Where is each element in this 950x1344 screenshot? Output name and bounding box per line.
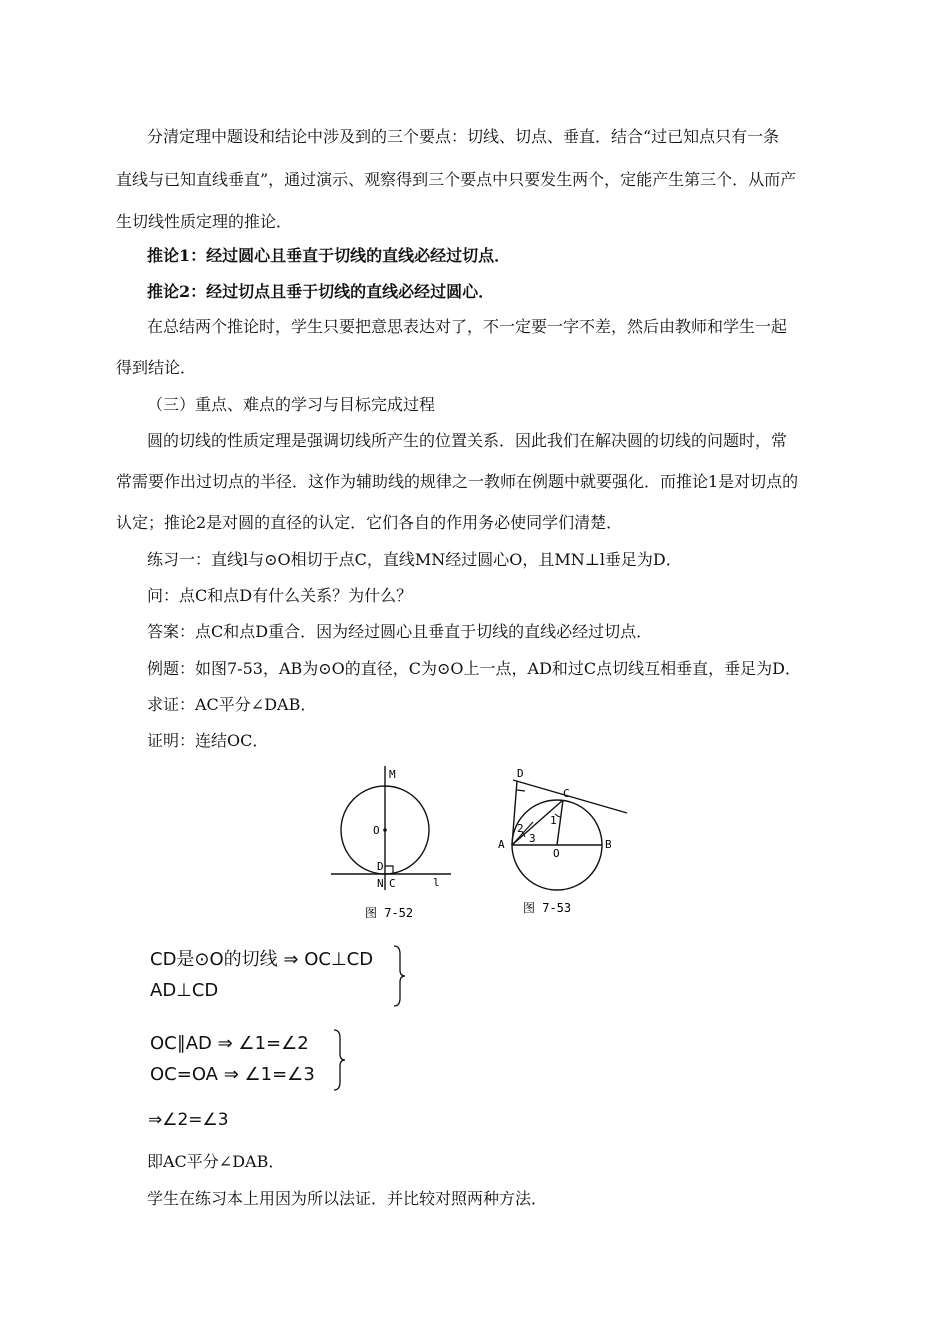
math-line-3: OC∥AD ⇒ ∠1=∠2	[150, 1033, 309, 1054]
right-brace-icon	[392, 944, 406, 1008]
fig53-label-O: O	[553, 847, 560, 860]
fig52-label-D: D	[377, 860, 384, 873]
fig53-label-1: 1	[550, 814, 557, 827]
paragraph-1-line-1: 分清定理中题设和结论中涉及到的三个要点：切线、切点、垂直．结合“过已知点只有一条	[147, 127, 780, 146]
paragraph-1-line-3: 生切线性质定理的推论．	[116, 212, 293, 231]
prove-statement: 求证：AC平分∠DAB．	[147, 695, 317, 714]
fig53-caption: 图 7-53	[523, 901, 572, 915]
math-line-2: AD⊥CD	[150, 980, 219, 1001]
example-statement: 例题：如图7-53，AB为⊙O的直径，C为⊙O上一点，AD和过C点切线互相垂直，垂足为D．	[147, 659, 802, 678]
fig53-label-3: 3	[529, 832, 536, 845]
math-line-5: ⇒∠2=∠3	[148, 1110, 229, 1130]
exercise-1: 练习一：直线l与⊙O相切于点C，直线MN经过圆心O，且MN⊥l垂足为D．	[147, 550, 682, 569]
paragraph-3-line-3: 认定；推论2是对圆的直径的认定．它们各自的作用务必使同学们清楚．	[116, 513, 623, 532]
question-1: 问：点C和点D有什么关系？为什么？	[147, 586, 413, 605]
fig52-label-N: N	[377, 877, 384, 890]
corollary-1: 推论1：经过圆心且垂直于切线的直线必经过切点．	[147, 246, 511, 265]
proof-start: 证明：连结OC．	[147, 731, 269, 750]
fig52-caption: 图 7-52	[365, 906, 414, 920]
figure-7-52	[325, 762, 455, 922]
paragraph-1-line-2: 直线与已知直线垂直”，通过演示、观察得到三个要点中只要发生两个，定能产生第三个．从而产	[116, 170, 797, 189]
closing-remark: 学生在练习本上用因为所以法证．并比较对照两种方法．	[147, 1189, 548, 1208]
paragraph-3-line-1: 圆的切线的性质定理是强调切线所产生的位置关系．因此我们在解决圆的切线的问题时，常	[147, 431, 788, 450]
paragraph-2-line-1: 在总结两个推论时，学生只要把意思表达对了，不一定要一字不差，然后由教师和学生一起	[147, 317, 788, 336]
fig52-label-O: O	[373, 824, 380, 837]
fig53-label-A: A	[498, 838, 505, 851]
section-heading-3: （三）重点、难点的学习与目标完成过程	[147, 395, 436, 414]
conclusion: 即AC平分∠DAB．	[147, 1152, 285, 1171]
corollary-2: 推论2：经过切点且垂于切线的直线必经过圆心．	[147, 282, 495, 301]
fig52-label-C: C	[389, 877, 396, 890]
math-line-4: OC=OA ⇒ ∠1=∠3	[150, 1064, 315, 1085]
paragraph-3-line-2: 常需要作出过切点的半径．这作为辅助线的规律之一教师在例题中就要强化．而推论1是对切点的	[116, 472, 799, 491]
math-line-1: CD是⊙O的切线 ⇒ OC⊥CD	[150, 949, 374, 970]
right-brace-icon	[332, 1028, 346, 1092]
fig53-label-D: D	[517, 767, 524, 780]
fig53-label-2: 2	[517, 822, 524, 835]
answer-1: 答案：点C和点D重合．因为经过圆心且垂直于切线的直线必经过切点．	[147, 622, 653, 641]
fig53-label-C: C	[563, 787, 570, 800]
fig53-label-B: B	[605, 838, 612, 851]
figure-7-53	[495, 762, 635, 922]
fig52-label-l: l	[433, 876, 440, 889]
fig52-label-M: M	[389, 768, 396, 781]
paragraph-2-line-2: 得到结论．	[116, 358, 197, 377]
